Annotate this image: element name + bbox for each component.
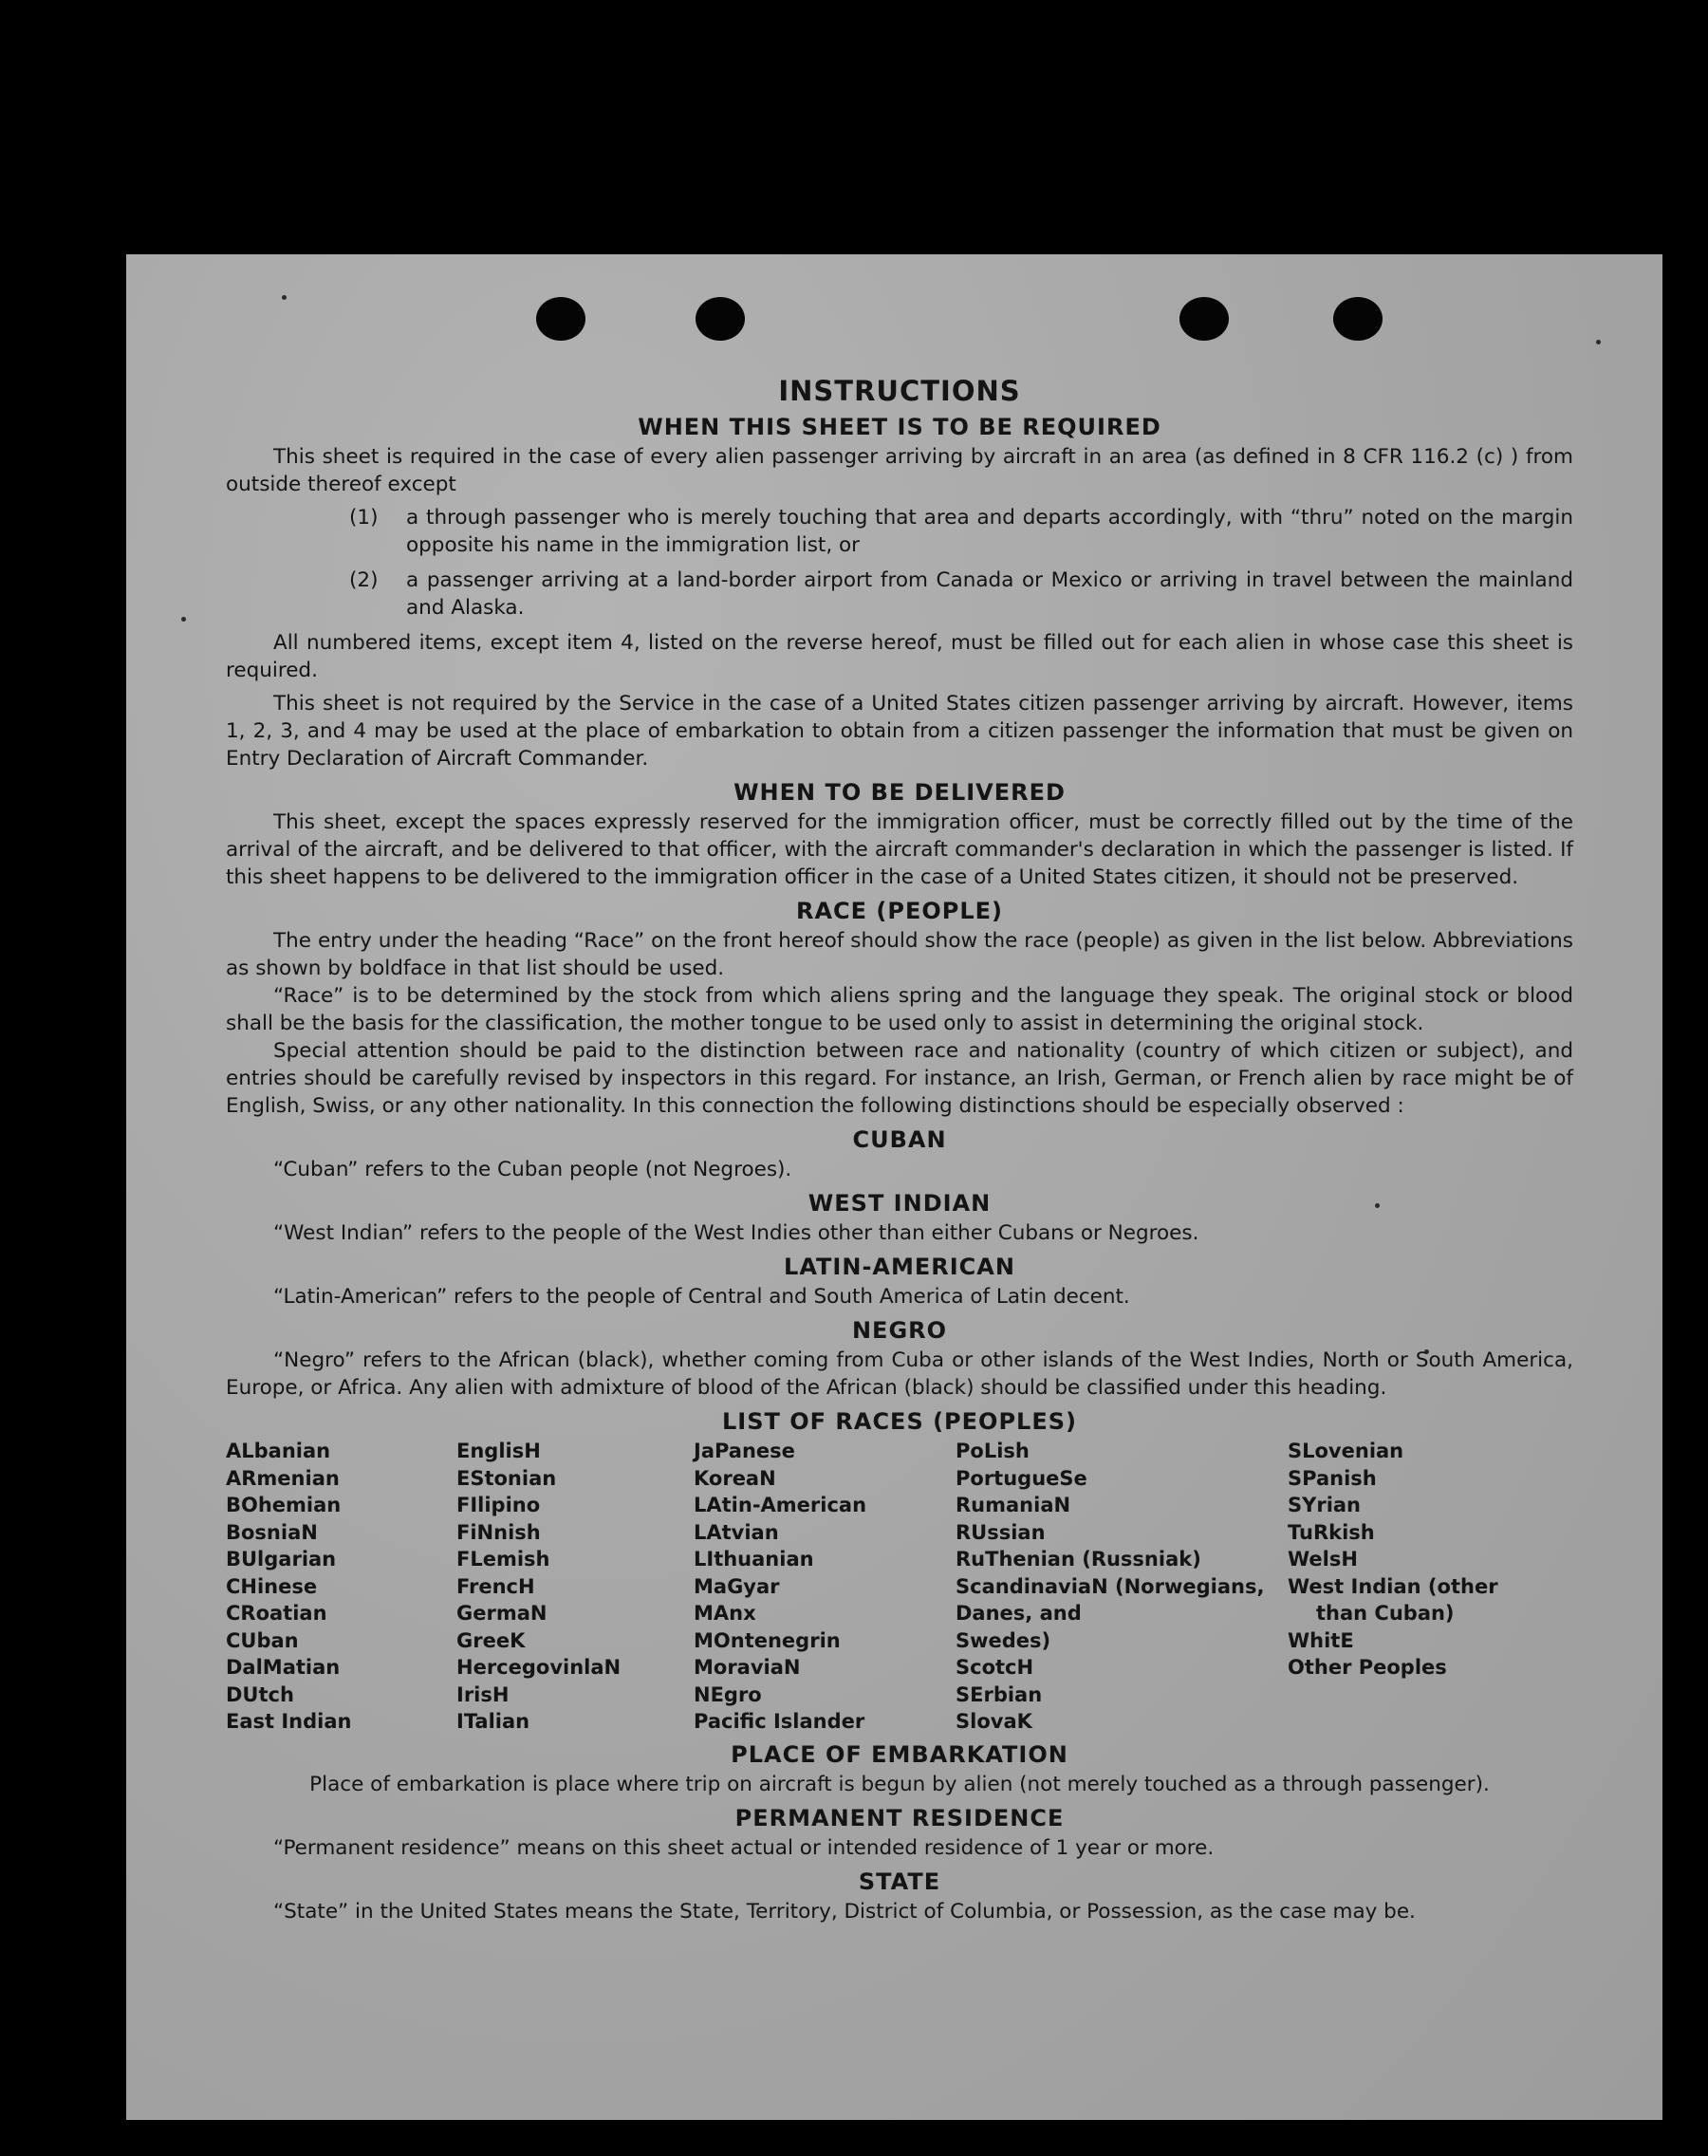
race-entry: BOhemian [226, 1494, 342, 1516]
document-page [126, 254, 1662, 2120]
exception-item [226, 504, 1573, 559]
heading-list-of-races: LIST OF RACES (PEOPLES) [722, 1408, 1077, 1435]
residence-text: “Permanent residence” means on this sheet actual or intended residence of 1 year or more. [273, 1835, 1215, 1860]
required-para: All numbered items, except item 4, listed on the reverse hereof, must be filled out for each alien in whose case this sheet is required. [226, 631, 1573, 682]
race-entry: Pacific Islander [694, 1710, 865, 1733]
race-entry: RuThenian (Russniak) [956, 1548, 1201, 1571]
race-para: “Race” is to be determined by the stock from which aliens spring and the language they speak. The original stock or blood shall be the basis for the classification, the mother tongue to be used only to assist in determining the original stock. [226, 984, 1573, 1035]
race-entry: ARmenian [226, 1466, 340, 1490]
race-entry: Danes, and [956, 1602, 1082, 1625]
race-para: The entry under the heading “Race” on the front hereof should show the race (people) as given in the list below. Abbreviations as shown by boldface in that list should be used. [226, 929, 1573, 980]
race-entry: SlovaK [956, 1710, 1032, 1733]
race-entry: WhitE [1288, 1628, 1354, 1652]
race-entry: ALbanian [226, 1440, 331, 1462]
race-entry: WelsH [1288, 1548, 1358, 1571]
embarkation-text: Place of embarkation is place where trip on aircraft is begun by alien (not merely touched as a through passenger). [309, 1772, 1490, 1796]
state-text: “State” in the United States means the State, Territory, District of Columbia, or Possession, as the case may be. [273, 1899, 1416, 1924]
race-entry: TuRkish [1288, 1520, 1375, 1544]
race-entry: IrisH [456, 1682, 510, 1706]
race-entry: ScotcH [956, 1656, 1034, 1679]
race-column [456, 1438, 694, 1736]
race-entry: NEgro [694, 1682, 762, 1706]
heading-permanent-residence: PERMANENT RESIDENCE [734, 1804, 1065, 1831]
race-entry: ITalian [456, 1710, 530, 1733]
race-para: Special attention should be paid to the distinction between race and nationality (country of which citizen or subject), and entries should be carefully revised by inspectors in this regard. For instance, an Irish, German, or French alien by race might be of English, Swiss, or any other nationality. In this connection the following distinctions should be especially observed : [226, 1039, 1573, 1118]
negro-text: “Negro” refers to the African (black), whether coming from Cuba or other islands of the West Indies, North or South America, Europe, or Africa. Any alien with admixture of blood of the African (black) should be classified under this heading. [226, 1348, 1573, 1400]
race-entry: JaPanese [694, 1440, 795, 1462]
page-title: INSTRUCTIONS [778, 375, 1021, 407]
race-entry: MOntenegrin [694, 1628, 841, 1652]
race-entry: Swedes) [956, 1628, 1051, 1652]
race-entry: RumaniaN [956, 1494, 1071, 1516]
item-text: a passenger arriving at a land-border airport from Canada or Mexico or arriving in travel between the mainland and Alaska. [406, 568, 1573, 620]
race-entry: GreeK [456, 1628, 526, 1652]
race-entry: PortugueSe [956, 1466, 1087, 1490]
heading-when-required: WHEN THIS SHEET IS TO BE REQUIRED [638, 414, 1161, 440]
race-entry: EStonian [456, 1466, 557, 1490]
cuban-text: “Cuban” refers to the Cuban people (not Negroes). [273, 1158, 792, 1181]
heading-negro: NEGRO [851, 1317, 948, 1344]
race-entry: HercegovinlaN [456, 1656, 622, 1679]
punch-hole [536, 297, 585, 341]
race-entry: GermaN [456, 1602, 548, 1625]
race-entry: BosniaN [226, 1520, 318, 1544]
race-column [226, 1438, 456, 1736]
item-text: a through passenger who is merely touching that area and departs accordingly, with “thru” noted on the margin opposite his name in the immigration list, or [406, 506, 1573, 557]
delivered-text: This sheet, except the spaces expressly reserved for the immigration officer, must be correctly filled out by the time of the arrival of the aircraft, and be delivered to that officer, with the aircraft commander's declaration in which the passenger is listed. If this sheet happens to be delivered to the immigration officer in the case of a United States citizen, it should not be preserved. [226, 810, 1573, 889]
heading-cuban: CUBAN [852, 1126, 947, 1153]
race-entry: CUban [226, 1628, 299, 1652]
race-column [694, 1438, 956, 1736]
race-entry: SYrian [1288, 1494, 1362, 1516]
heading-state: STATE [858, 1868, 941, 1895]
race-entry: LAtin-American [694, 1494, 867, 1516]
race-entry: CRoatian [226, 1602, 327, 1625]
race-entry: MaGyar [694, 1574, 780, 1598]
heading-latin-american: LATIN-AMERICAN [784, 1254, 1015, 1280]
speck [282, 295, 287, 300]
instructions-content [226, 375, 1573, 1931]
race-entry: Other Peoples [1288, 1656, 1447, 1679]
required-para: This sheet is not required by the Service in the case of a United States citizen passenger arriving by aircraft. However, items 1, 2, 3, and 4 may be used at the place of embarkation to obtain from a citizen passenger the information that must be given on Entry Declaration of Aircraft Commander. [226, 692, 1573, 771]
race-entry: FrencH [456, 1574, 535, 1598]
speck [181, 617, 186, 622]
speck [1596, 340, 1601, 344]
race-entry: FLemish [456, 1548, 550, 1571]
race-entry: FiNnish [456, 1520, 541, 1544]
race-entry: ScandinaviaN (Norwegians, [956, 1574, 1265, 1598]
race-entry: FIlipino [456, 1494, 541, 1516]
race-column [956, 1438, 1288, 1736]
heading-when-delivered: WHEN TO BE DELIVERED [733, 779, 1066, 806]
race-entry: MoraviaN [694, 1656, 801, 1679]
punch-hole [1179, 297, 1229, 341]
race-entry: LAtvian [694, 1520, 779, 1544]
race-entry: EnglisH [456, 1440, 541, 1462]
punch-hole [1333, 297, 1383, 341]
heading-place-of-embarkation: PLACE OF EMBARKATION [731, 1740, 1068, 1768]
race-entry: LIthuanian [694, 1548, 814, 1571]
item-number: (1) [349, 506, 379, 530]
race-entry: East Indian [226, 1710, 352, 1733]
item-number: (2) [349, 568, 379, 592]
race-list [226, 1438, 1573, 1736]
race-entry: DUtch [226, 1682, 294, 1706]
punch-hole [696, 297, 745, 341]
race-entry: SErbian [956, 1682, 1043, 1706]
race-entry: KoreaN [694, 1466, 776, 1490]
race-entry: SPanish [1288, 1466, 1377, 1490]
race-column [1288, 1438, 1572, 1736]
exception-item [226, 567, 1573, 622]
race-entry: West Indian (other [1288, 1574, 1498, 1598]
race-entry: SLovenian [1288, 1440, 1404, 1462]
race-entry: MAnx [694, 1602, 756, 1625]
west-indian-text: “West Indian” refers to the people of the West Indies other than either Cubans or Negroes. [273, 1221, 1199, 1245]
heading-race: RACE (PEOPLE) [795, 898, 1004, 924]
required-intro: This sheet is required in the case of every alien passenger arriving by aircraft in an area (as defined in 8 CFR 116.2 (c) ) from outside thereof except [226, 445, 1573, 496]
race-entry: BUlgarian [226, 1548, 337, 1571]
race-entry: than Cuban) [1316, 1602, 1455, 1625]
race-entry: RUssian [956, 1520, 1046, 1544]
race-entry: PoLish [956, 1440, 1030, 1462]
heading-west-indian: WEST INDIAN [808, 1190, 992, 1217]
latin-american-text: “Latin-American” refers to the people of Central and South America of Latin decent. [273, 1285, 1130, 1309]
race-entry: CHinese [226, 1574, 318, 1598]
race-entry: DalMatian [226, 1656, 341, 1679]
